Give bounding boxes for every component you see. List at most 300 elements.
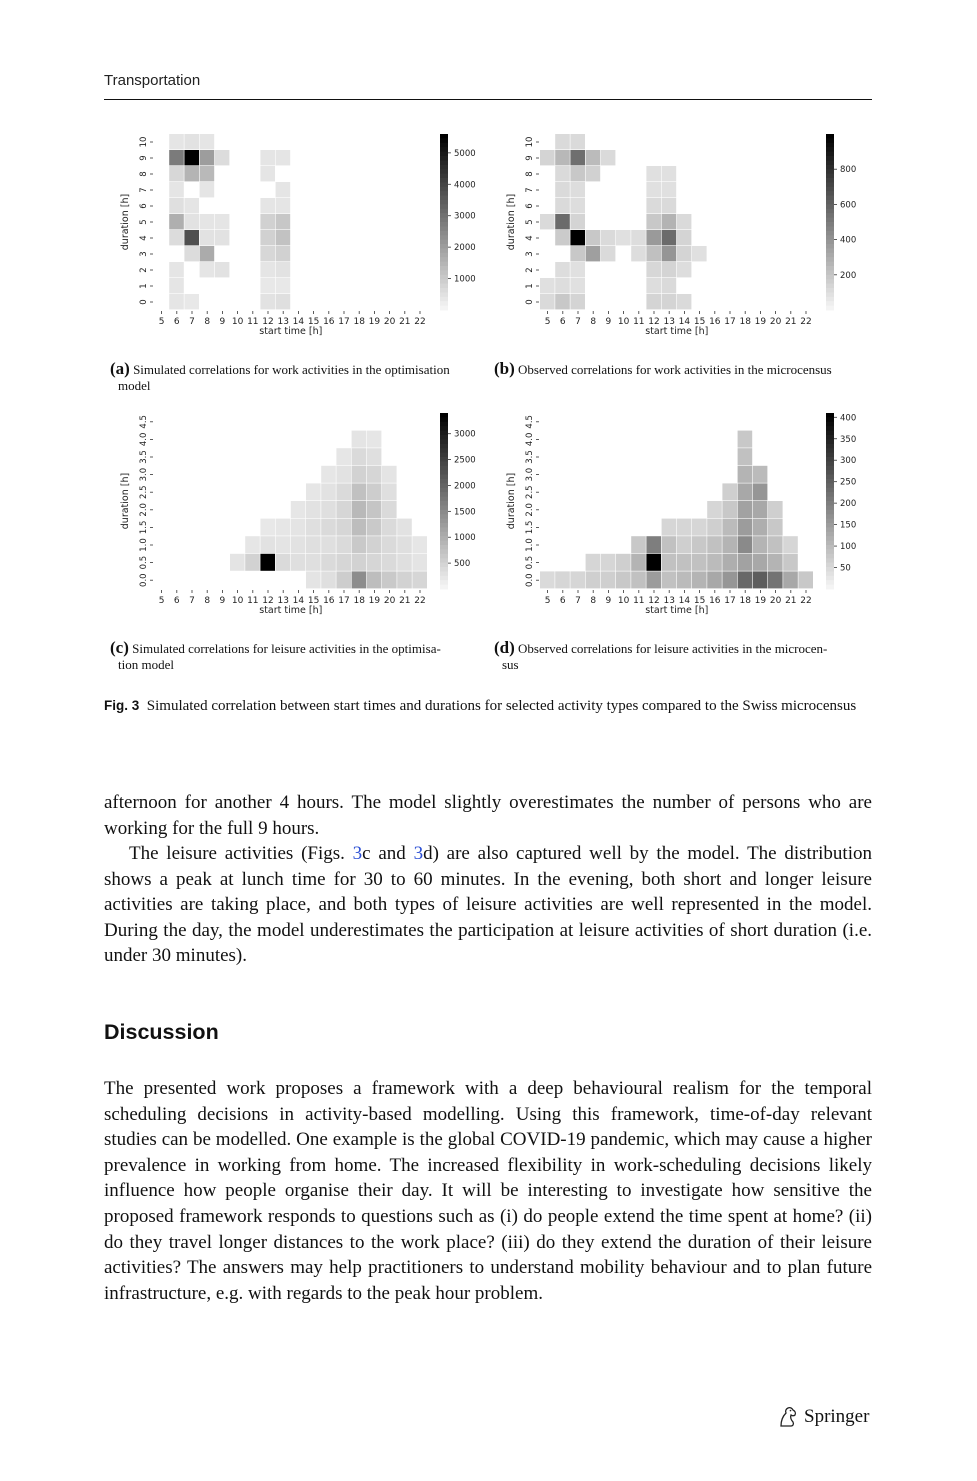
y-axis-label: duration [h] [120,472,131,530]
heatmap-cell [260,166,275,181]
heatmap-cell [662,278,677,293]
colorbar-segment [440,470,448,475]
x-tick-label: 18 [353,317,365,327]
heatmap-cell [367,536,382,553]
heatmap-cell [260,554,275,571]
heatmap-panel-b [490,128,875,348]
colorbar-segment [826,152,834,157]
y-tick-label: 1 [139,283,149,289]
heatmap-cell [601,246,616,261]
heatmap-cell [555,182,570,197]
colorbar-segment [440,226,448,231]
colorbar-segment [826,134,834,139]
heatmap-cell [616,571,631,588]
heatmap-cell [722,536,737,553]
x-tick-label: 5 [544,596,551,606]
heatmap-panel-d [490,407,875,627]
colorbar-segment [440,138,448,143]
springer-horse-icon [778,1406,798,1428]
x-tick-label: 7 [575,596,581,606]
heatmap-cell [570,182,585,197]
heatmap-d-svg [490,407,875,627]
x-tick-label: 6 [173,596,180,606]
heatmap-cell [646,536,661,553]
heatmap-cell [753,483,768,500]
colorbar-segment [826,558,834,563]
heatmap-cell [382,571,397,588]
heatmap-cell [616,554,631,571]
colorbar-segment [440,160,448,165]
colorbar-segment [440,488,448,493]
heatmap-cell [336,483,351,500]
heatmap-cell [631,230,646,245]
heatmap-cell [570,294,585,309]
colorbar-segment [826,523,834,528]
y-tick-label: 0.0 [525,573,535,587]
y-tick-label: 1 [525,283,535,289]
x-tick-label: 16 [709,596,721,606]
heatmap-cell [291,501,306,518]
heatmap-cell [738,501,753,518]
heatmap-cell [412,571,427,588]
colorbar-segment [826,222,834,227]
y-tick-label: 6 [139,203,149,209]
colorbar-segment [440,165,448,170]
colorbar-segment [826,156,834,161]
colorbar-segment [826,235,834,240]
heatmap-cell [169,182,184,197]
heatmap-cell [570,134,585,149]
figure-ref-link[interactable]: 3 [352,843,363,864]
heatmap-cell [184,246,199,261]
x-tick-label: 17 [338,317,350,327]
colorbar-segment [826,284,834,289]
heatmap-cell [321,571,336,588]
heatmap-cell [276,246,291,261]
heatmap-cell [200,166,215,181]
heatmap-cell [707,519,722,536]
colorbar-segment [826,182,834,187]
colorbar-segment [826,435,834,440]
heatmap-cell [397,519,412,536]
heatmap-cell [352,466,367,483]
x-tick-label: 13 [663,317,675,327]
y-tick-label: 0.0 [139,573,149,587]
heatmap-cell [352,571,367,588]
heatmap-cell [738,466,753,483]
colorbar-segment [440,475,448,480]
heatmap-cell [367,431,382,448]
heatmap-cell [321,466,336,483]
colorbar-segment [440,527,448,532]
heatmap-cell [184,150,199,165]
colorbar-tick-label: 3000 [454,211,476,222]
colorbar-segment [440,218,448,223]
heatmap-cell [260,294,275,309]
colorbar-segment [440,585,448,590]
heatmap-cell [722,519,737,536]
heatmap-cell [397,571,412,588]
colorbar-segment [440,253,448,258]
colorbar-segment [826,439,834,444]
heatmap-cell [677,554,692,571]
heatmap-cell [215,262,230,277]
heatmap-cell [336,466,351,483]
heatmap-cell [646,230,661,245]
heatmap-cell [336,519,351,536]
heatmap-cell [245,554,260,571]
heatmap-cell [662,166,677,181]
heatmap-cell [184,198,199,213]
x-tick-label: 9 [605,596,612,606]
header-rule [104,99,872,100]
colorbar-segment [440,231,448,236]
heatmap-cell [540,571,555,588]
heatmap-cell [692,554,707,571]
heatmap-cell [184,214,199,229]
heatmap-cell [677,214,692,229]
heatmap-cell [601,554,616,571]
heatmap-cell [367,448,382,465]
x-tick-label: 17 [338,596,350,606]
heatmap-cell [646,246,661,261]
colorbar-segment [826,563,834,568]
heatmap-cell [738,536,753,553]
colorbar-segment [440,549,448,554]
colorbar-segment [440,257,448,262]
heatmap-cell [200,134,215,149]
colorbar-segment [826,288,834,293]
heatmap-cell [707,536,722,553]
colorbar-segment [826,505,834,510]
x-tick-label: 18 [739,596,751,606]
colorbar-tick-label: 150 [840,520,857,531]
x-tick-label: 15 [307,317,320,327]
x-tick-label: 17 [724,317,736,327]
colorbar-segment [826,301,834,306]
heatmap-cell [382,554,397,571]
heatmap-cell [397,536,412,553]
colorbar-segment [440,182,448,187]
x-tick-label: 15 [693,596,706,606]
y-tick-label: 1.5 [525,520,535,535]
colorbar-segment [826,213,834,218]
x-tick-label: 12 [262,317,274,327]
paragraph-3: The presented work proposes a framework with a deep behavioural realism for the temporal scheduling decisions in activity-based modelling. Using this framework, time-of-day relevant studies can be modelled. One example is the global COVID-19 pandemic, which may cause a higher prevalence in working from home. The increased flexibility in work-scheduling decisions likely influence how people organise their day. It will be interesting to investigate how sensitive the proposed framework responds to questions such as (i) do people extend the time spent at home? (ii) do they travel longer distances to the work place? (iii) do they extend the duration of their leisure activities? The answers may help practitioners to understand mobility behaviour and to plan future infrastructure, e.g. with regards to the peak hour problem. [104,1078,872,1304]
publisher-footer [778,1406,869,1428]
x-tick-label: 11 [247,317,259,327]
x-tick-label: 11 [633,317,645,327]
heatmap-cell [783,536,798,553]
colorbar-tick-label: 250 [840,477,857,488]
y-tick-label: 5 [139,219,149,225]
heatmap-cell [662,246,677,261]
x-tick-label: 16 [709,317,721,327]
colorbar-tick-label: 3000 [454,429,476,440]
y-tick-label: 1.0 [525,538,535,552]
colorbar-tick-label: 2500 [454,455,476,466]
colorbar-tick-label: 100 [840,542,857,553]
x-tick-label: 16 [323,317,335,327]
colorbar-segment [826,536,834,541]
colorbar-segment [826,275,834,280]
y-tick-label: 2.5 [139,485,149,499]
heatmap-cell [662,536,677,553]
heatmap-cell [169,278,184,293]
heatmap-cell [382,483,397,500]
colorbar-segment [440,457,448,462]
colorbar-tick-label: 2000 [454,243,476,254]
colorbar-segment [826,147,834,152]
colorbar-segment [440,196,448,201]
colorbar-segment [826,266,834,271]
heatmap-cell [707,501,722,518]
colorbar-segment [440,413,448,418]
colorbar-segment [440,461,448,466]
x-tick-label: 15 [693,317,706,327]
y-tick-label: 4 [525,235,535,241]
heatmap-cell [540,278,555,293]
heatmap-cell [662,214,677,229]
colorbar-segment [440,248,448,253]
colorbar-segment [440,284,448,289]
heatmap-cell [336,501,351,518]
heatmap-cell [662,519,677,536]
heatmap-cell [646,262,661,277]
colorbar-tick-label: 1000 [454,533,476,544]
heatmap-cell [768,554,783,571]
y-tick-label: 4 [139,235,149,241]
colorbar-segment [440,152,448,157]
heatmap-cell [631,554,646,571]
x-tick-label: 18 [739,317,751,327]
heatmap-cell [753,501,768,518]
colorbar-segment [440,187,448,192]
y-tick-label: 4.0 [525,432,535,447]
heatmap-cell [291,554,306,571]
paragraph-2 [104,841,872,969]
colorbar-segment [826,218,834,223]
paragraph-2-part-c: d) are also captured well by the model. The distribution shows a peak at lunch time for 30 to 60 minutes. In the evening, both short and longer leisure activities are taking place, and both types of leisure activities are well represented in the model. During the day, the model underestimates the participation at leisure activities of short duration (i.e. under 30 minutes). [104,843,872,967]
heatmap-cell [367,554,382,571]
heatmap-cell [768,501,783,518]
heatmap-cell [367,466,382,483]
y-tick-label: 0 [525,299,535,305]
x-tick-label: 17 [724,596,736,606]
heatmap-cell [768,571,783,588]
x-tick-label: 6 [559,596,566,606]
heatmap-cell [783,554,798,571]
colorbar-segment [440,426,448,431]
y-tick-label: 2.0 [139,503,149,517]
colorbar-tick-label: 200 [840,499,857,510]
x-tick-label: 10 [231,596,244,606]
heatmap-cell [570,150,585,165]
colorbar-segment [440,580,448,585]
colorbar-segment [826,545,834,550]
x-tick-label: 18 [353,596,365,606]
colorbar-segment [826,501,834,506]
heatmap-cell [306,483,321,500]
colorbar-segment [440,262,448,267]
y-tick-label: 6 [525,203,535,209]
y-tick-label: 10 [525,136,535,148]
x-axis-label: start time [h] [259,605,323,616]
heatmap-cell [662,262,677,277]
heatmap-cell [738,519,753,536]
heatmap-cell [352,536,367,553]
heatmap-cell [169,150,184,165]
heatmap-cell [276,198,291,213]
heatmap-cell [321,536,336,553]
colorbar-segment [826,448,834,453]
heatmap-cell [260,198,275,213]
colorbar-segment [826,549,834,554]
heatmap-cell [276,150,291,165]
subcaption-c-label: (c) [110,638,129,657]
heatmap-cell [586,150,601,165]
x-axis-label: start time [h] [645,605,709,616]
x-tick-label: 5 [158,596,165,606]
y-tick-label: 3.5 [139,450,149,464]
colorbar-segment [440,541,448,546]
heatmap-cell [570,278,585,293]
colorbar-segment [440,147,448,152]
colorbar-segment [440,453,448,458]
heatmap-cell [646,182,661,197]
colorbar-tick-label: 1500 [454,507,476,518]
colorbar-segment [440,439,448,444]
colorbar-segment [826,174,834,179]
y-tick-label: 1.5 [139,520,149,535]
heatmap-cell [276,262,291,277]
subcaption-d-text2: sus [502,657,519,672]
colorbar-segment [826,488,834,493]
paragraph-2-part-a: The leisure activities (Figs. [129,843,353,864]
colorbar-segment [440,288,448,293]
heatmap-cell [555,150,570,165]
heatmap-cell [646,571,661,588]
x-tick-label: 6 [173,317,180,327]
heatmap-cell [260,150,275,165]
y-tick-label: 4.0 [139,432,149,447]
colorbar-segment [826,160,834,165]
heatmap-cell [662,230,677,245]
heatmap-cell [306,554,321,571]
figure-caption [104,696,872,716]
colorbar-segment [826,240,834,245]
heatmap-cell [662,294,677,309]
x-tick-label: 13 [277,596,289,606]
heatmap-cell [184,230,199,245]
heatmap-cell [570,571,585,588]
heatmap-cell [677,536,692,553]
colorbar-segment [440,435,448,440]
y-tick-label: 2 [525,267,535,273]
heatmap-cell [321,519,336,536]
colorbar-segment [440,209,448,214]
heatmap-cell [783,571,798,588]
heatmap-c-svg [104,407,489,627]
colorbar-segment [826,431,834,436]
x-tick-label: 19 [754,596,767,606]
colorbar-tick-label: 200 [840,270,857,281]
colorbar-segment [826,297,834,302]
colorbar-segment [440,567,448,572]
x-tick-label: 22 [414,596,426,606]
colorbar-segment [440,270,448,275]
heatmap-cell [677,519,692,536]
x-tick-label: 20 [769,317,782,327]
y-axis-label: duration [h] [120,193,131,251]
y-tick-label: 1.0 [139,538,149,552]
heatmap-cell [768,519,783,536]
colorbar-segment [826,165,834,170]
heatmap-panel-a [104,128,489,348]
heatmap-cell [586,571,601,588]
heatmap-cell [200,246,215,261]
heatmap-cell [336,571,351,588]
x-tick-label: 22 [414,317,426,327]
colorbar-segment [440,156,448,161]
y-tick-label: 5 [525,219,535,225]
colorbar-segment [826,169,834,174]
heatmap-cell [169,214,184,229]
colorbar-segment [826,519,834,524]
subcaption-c [110,640,488,673]
colorbar-segment [826,453,834,458]
colorbar-segment [440,576,448,581]
heatmap-cell [352,483,367,500]
heatmap-cell [555,278,570,293]
heatmap-cell [367,571,382,588]
colorbar-segment [440,545,448,550]
colorbar-segment [440,222,448,227]
colorbar-segment [440,204,448,209]
heatmap-cell [677,230,692,245]
colorbar-tick-label: 400 [840,235,857,246]
heatmap-cell [291,536,306,553]
x-tick-label: 7 [575,317,581,327]
publisher-name: Springer [804,1406,870,1427]
heatmap-cell [616,230,631,245]
colorbar-segment [826,567,834,572]
heatmap-cell [631,536,646,553]
heatmap-cell [722,571,737,588]
colorbar-segment [440,292,448,297]
colorbar-segment [440,174,448,179]
heatmap-cell [352,554,367,571]
x-tick-label: 5 [544,317,551,327]
colorbar-segment [826,532,834,537]
heatmap-cell [601,150,616,165]
x-tick-label: 16 [323,596,335,606]
figure-ref-link[interactable]: 3 [413,843,424,864]
heatmap-cell [570,214,585,229]
colorbar-segment [440,279,448,284]
y-tick-label: 3.0 [139,467,149,482]
colorbar-tick-label: 600 [840,200,857,211]
heatmap-cell [540,214,555,229]
heatmap-cell [707,554,722,571]
x-tick-label: 20 [383,596,396,606]
x-tick-label: 21 [785,596,797,606]
colorbar-segment [826,253,834,258]
heatmap-cell [352,501,367,518]
colorbar-segment [440,200,448,205]
heatmap-cell [306,571,321,588]
heatmap-cell [707,571,722,588]
